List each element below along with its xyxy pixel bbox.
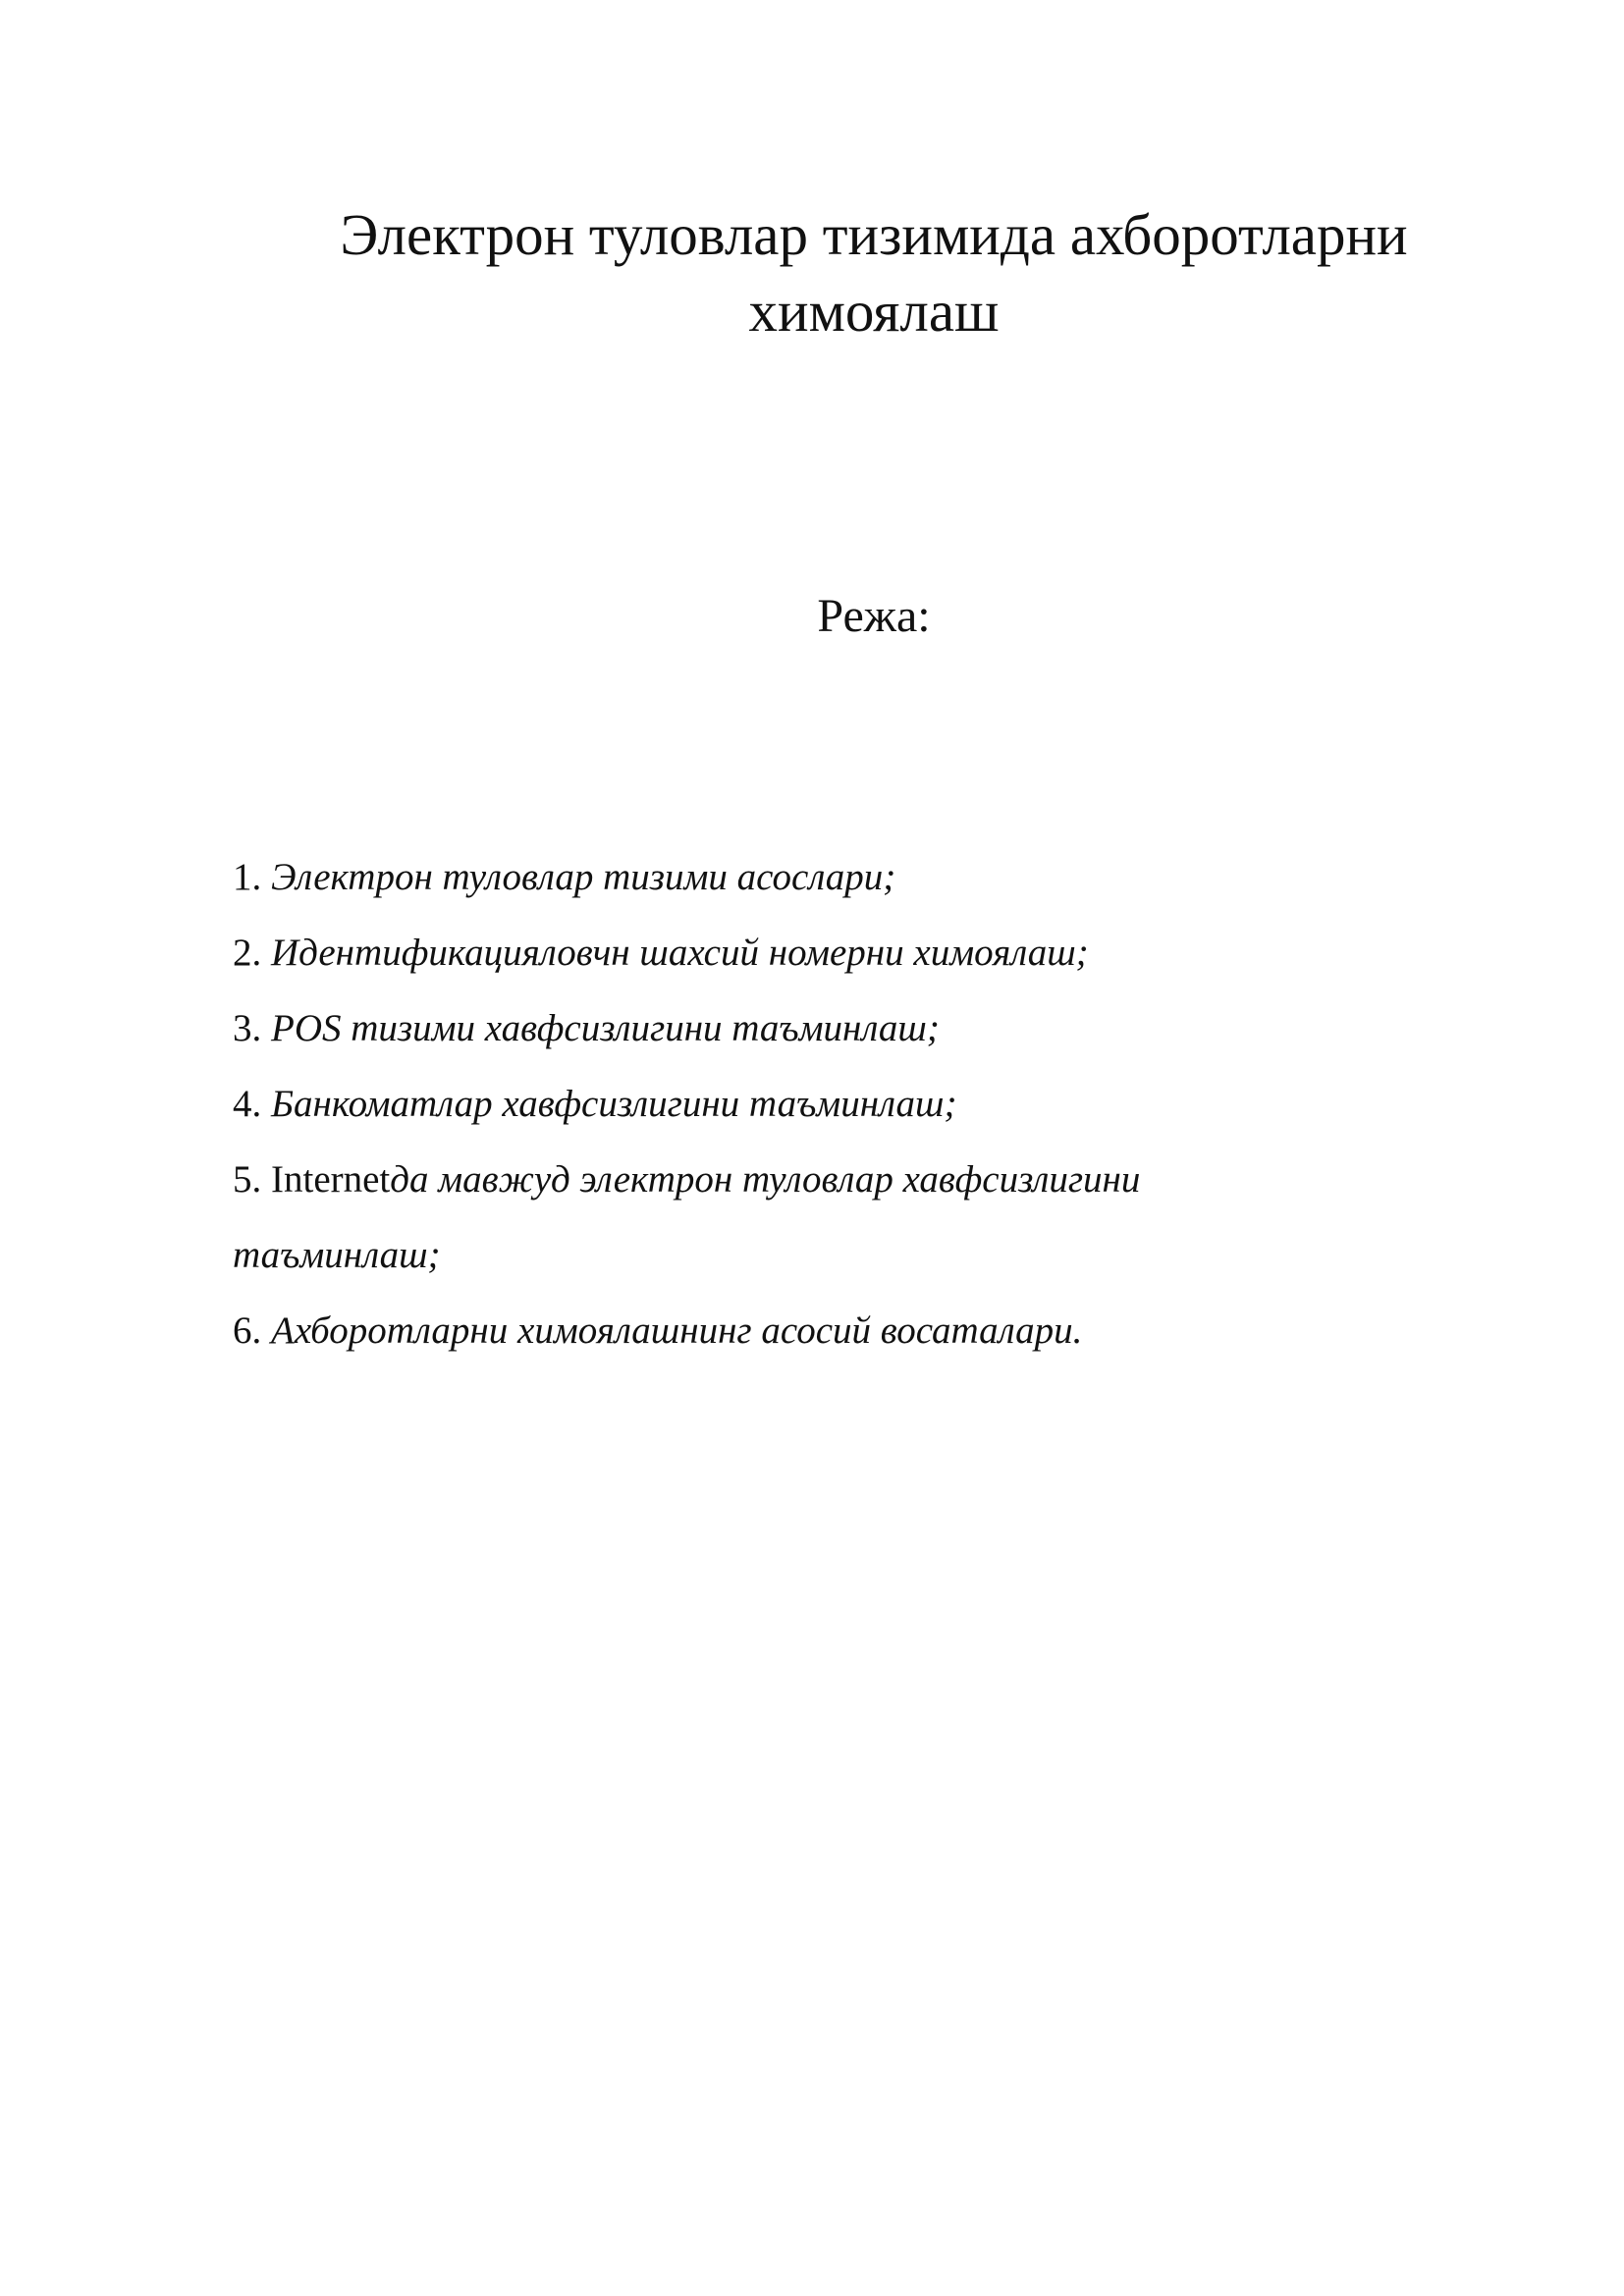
plan-item-1 bbox=[233, 839, 1313, 915]
plan-item-text: таъминлаш; bbox=[233, 1234, 441, 1276]
title-line-2: химоялаш bbox=[748, 279, 1000, 344]
plan-item-text: да мавжуд электрон туловлар хавфсизлигини bbox=[390, 1158, 1141, 1201]
plan-item-text: Идентификацияловчн шахсий номерни химоялаш; bbox=[271, 932, 1089, 974]
plan-item-number: 6. bbox=[233, 1309, 262, 1352]
document-title bbox=[245, 196, 1502, 349]
plan-item-text: Банкоматлар хавфсизлигини таъминлаш; bbox=[271, 1083, 957, 1125]
plan-item-5-continuation bbox=[233, 1217, 1313, 1293]
plan-item-5 bbox=[233, 1142, 1313, 1217]
plan-item-4 bbox=[233, 1066, 1313, 1142]
plan-item-3 bbox=[233, 990, 1313, 1066]
plan-item-number: 2. bbox=[233, 932, 262, 974]
plan-item-6 bbox=[233, 1293, 1313, 1368]
plan-item-prefix: POS bbox=[271, 1007, 342, 1049]
plan-heading: Режа: bbox=[817, 590, 931, 642]
plan-item-text: Ахборотларни химоялашнинг асосий восаталари. bbox=[271, 1309, 1083, 1352]
plan-item-number: 5. bbox=[233, 1158, 262, 1201]
plan-item-2 bbox=[233, 915, 1313, 990]
plan-item-prefix: Internet bbox=[271, 1158, 391, 1201]
plan-item-text: Электрон туловлар тизими асослари; bbox=[271, 856, 896, 898]
plan-item-number: 1. bbox=[233, 856, 262, 898]
plan-list bbox=[233, 839, 1313, 1368]
title-line-1: Электрон туловлар тизимида ахборотларни bbox=[340, 202, 1408, 267]
plan-item-text: тизими хавфсизлигини таъминлаш; bbox=[351, 1007, 940, 1049]
plan-item-number: 3. bbox=[233, 1007, 262, 1049]
plan-item-number: 4. bbox=[233, 1083, 262, 1125]
